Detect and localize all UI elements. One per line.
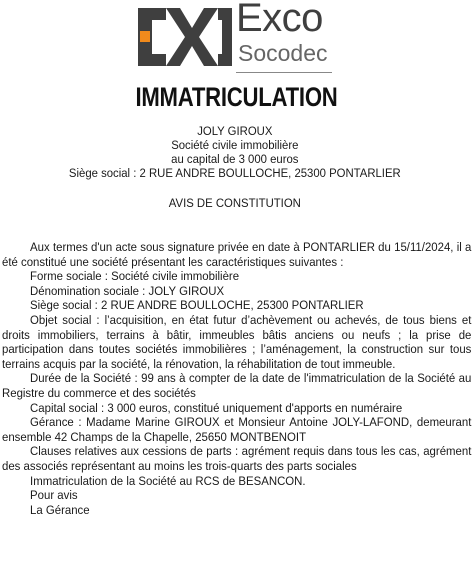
paragraph-seat: Siège social : 2 RUE ANDRE BOULLOCHE, 25300 PONTARLIER (30, 298, 364, 313)
paragraph-pour-avis: Pour avis (30, 488, 78, 503)
brand-divider (236, 72, 332, 73)
company-header (0, 124, 470, 180)
company-capital: au capital de 3 000 euros (171, 152, 299, 166)
paragraph-registration: Immatriculation de la Société au RCS de BESANCON. (30, 473, 306, 488)
notice-body (2, 240, 471, 517)
company-name: JOLY GIROUX (197, 124, 273, 138)
paragraph-purpose: Objet social : l’acquisition, en état futur d’achèvement ou achevés, de tous biens et droits immobiliers, terrains à bâtir, immeubles bâtis anciens ou neufs ; la prise de participation dans toutes sociétés immobilières ; l’aménagement, la construction sur tous terrains acquis par la société, la rénovation, la réhabilitation de tout immeuble. (2, 312, 472, 371)
page-title: IMMATRICULATION (135, 82, 338, 112)
brand-name: Exco (236, 0, 323, 40)
company-seat: Siège social : 2 RUE ANDRE BOULLOCHE, 25300 PONTARLIER (68, 166, 401, 180)
exco-socodec-logo (136, 2, 336, 78)
brand-subtitle: Socodec (238, 40, 328, 66)
notice-heading: AVIS DE CONSTITUTION (168, 196, 301, 210)
exco-logo-icon (136, 2, 236, 78)
paragraph-management: Gérance : Madame Marine GIROUX et Monsieur Antoine JOLY-LAFOND, demeurant ensemble 42 Champs de la Chapelle, 25650 MONTBENOIT (2, 415, 472, 444)
paragraph-legal-form: Forme sociale : Société civile immobilière (30, 269, 240, 284)
paragraph-intro: Aux termes d'un acte sous signature privée en date à PONTARLIER du 15/11/2024, il a été constitué une société présentant les caractéristiques suivantes : (2, 240, 472, 269)
paragraph-denomination: Dénomination sociale : JOLY GIROUX (30, 283, 225, 298)
paragraph-capital: Capital social : 3 000 euros, constitué uniquement d'apports en numéraire (30, 400, 403, 415)
company-type: Société civile immobilière (171, 138, 299, 152)
paragraph-signature: La Gérance (30, 502, 90, 517)
paragraph-share-transfer: Clauses relatives aux cessions de parts : agrément requis dans tous les cas, agrément des associés représentant au moins les trois-quarts des parts sociales (2, 444, 472, 473)
paragraph-duration: Durée de la Société : 99 ans à compter de la date de l'immatriculation de la Société au Registre du commerce et des sociétés (2, 371, 472, 400)
